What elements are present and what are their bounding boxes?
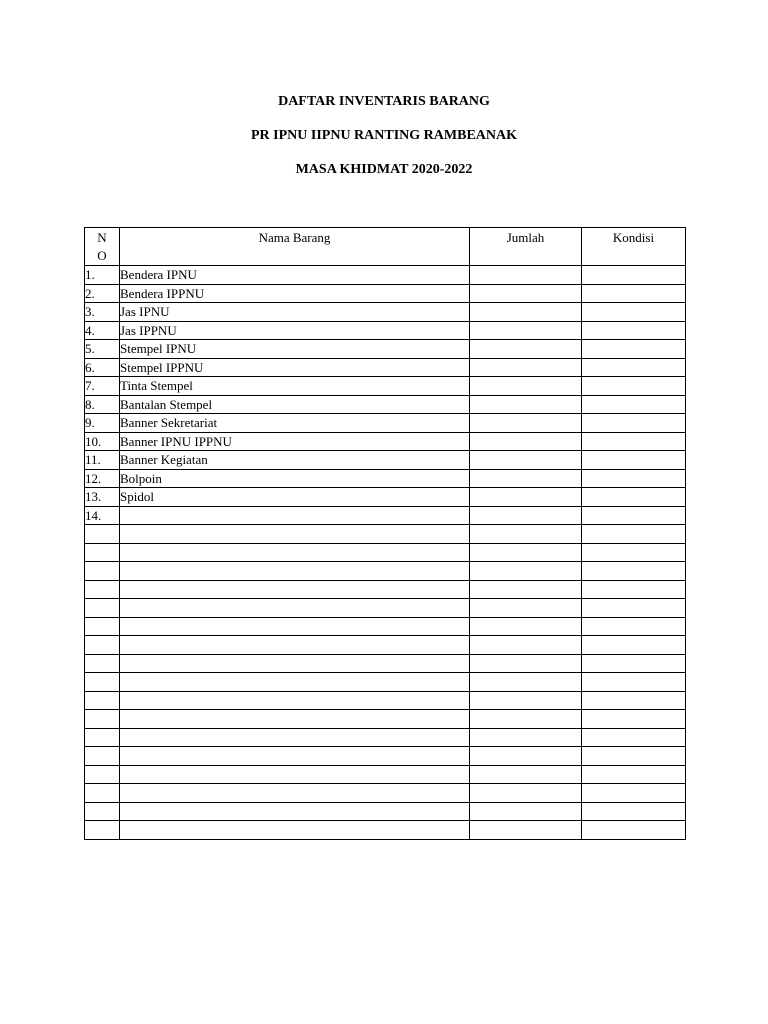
cell-jumlah [470,654,582,673]
cell-kondisi [582,580,686,599]
cell-jumlah [470,543,582,562]
cell-kondisi [582,636,686,655]
cell-jumlah [470,636,582,655]
cell-no [85,784,120,803]
cell-kondisi [582,525,686,544]
cell-kondisi [582,414,686,433]
cell-no [85,636,120,655]
cell-nama-barang [120,710,470,729]
cell-nama-barang [120,765,470,784]
cell-jumlah [470,358,582,377]
cell-nama-barang: Jas IPPNU [120,321,470,340]
cell-jumlah [470,266,582,285]
cell-nama-barang: Banner Sekretariat [120,414,470,433]
cell-no [85,617,120,636]
cell-kondisi [582,599,686,618]
cell-jumlah [470,340,582,359]
cell-nama-barang [120,617,470,636]
cell-kondisi [582,395,686,414]
cell-no [85,765,120,784]
cell-kondisi [582,821,686,840]
cell-jumlah [470,377,582,396]
cell-kondisi [582,654,686,673]
cell-no: 11. [85,451,120,470]
table-row [85,562,686,581]
table-row [85,414,686,433]
cell-kondisi [582,321,686,340]
table-row [85,765,686,784]
table-row [85,284,686,303]
cell-no: 2. [85,284,120,303]
cell-no [85,654,120,673]
cell-jumlah [470,303,582,322]
cell-nama-barang [120,802,470,821]
cell-nama-barang [120,821,470,840]
cell-nama-barang [120,747,470,766]
cell-nama-barang: Spidol [120,488,470,507]
cell-nama-barang [120,673,470,692]
cell-nama-barang: Stempel IPNU [120,340,470,359]
cell-nama-barang [120,562,470,581]
cell-nama-barang [120,636,470,655]
cell-kondisi [582,617,686,636]
table-row [85,395,686,414]
cell-no [85,821,120,840]
table-row [85,506,686,525]
header-no [85,228,120,266]
cell-no: 7. [85,377,120,396]
cell-no [85,802,120,821]
table-header-row [85,228,686,266]
cell-no [85,747,120,766]
cell-jumlah [470,451,582,470]
cell-no: 14. [85,506,120,525]
header-nama-barang: Nama Barang [120,228,470,266]
cell-jumlah [470,710,582,729]
table-row [85,691,686,710]
cell-kondisi [582,747,686,766]
cell-no: 10. [85,432,120,451]
cell-no [85,728,120,747]
cell-nama-barang [120,580,470,599]
cell-kondisi [582,469,686,488]
table-row [85,303,686,322]
table-row [85,488,686,507]
organization-title: PR IPNU IIPNU RANTING RAMBEANAK [251,128,517,143]
cell-nama-barang: Banner Kegiatan [120,451,470,470]
cell-jumlah [470,802,582,821]
cell-jumlah [470,525,582,544]
table-row [85,377,686,396]
cell-jumlah [470,414,582,433]
table-row [85,747,686,766]
cell-kondisi [582,358,686,377]
cell-kondisi [582,377,686,396]
table-row [85,321,686,340]
cell-no: 8. [85,395,120,414]
cell-jumlah [470,599,582,618]
cell-kondisi [582,562,686,581]
cell-kondisi [582,543,686,562]
cell-kondisi [582,432,686,451]
cell-kondisi [582,506,686,525]
cell-nama-barang [120,691,470,710]
table-row [85,821,686,840]
table-row [85,451,686,470]
cell-kondisi [582,340,686,359]
cell-nama-barang: Stempel IPPNU [120,358,470,377]
cell-no: 3. [85,303,120,322]
cell-nama-barang: Bolpoin [120,469,470,488]
cell-jumlah [470,580,582,599]
header-jumlah: Jumlah [470,228,582,266]
cell-kondisi [582,728,686,747]
cell-kondisi [582,691,686,710]
cell-nama-barang: Bantalan Stempel [120,395,470,414]
cell-nama-barang: Bendera IPNU [120,266,470,285]
cell-jumlah [470,728,582,747]
table-row [85,654,686,673]
table-row [85,784,686,803]
cell-no [85,580,120,599]
cell-jumlah [470,821,582,840]
cell-no [85,543,120,562]
cell-jumlah [470,506,582,525]
cell-jumlah [470,395,582,414]
cell-nama-barang: Tinta Stempel [120,377,470,396]
cell-nama-barang: Jas IPNU [120,303,470,322]
cell-jumlah [470,432,582,451]
header-kondisi: Kondisi [582,228,686,266]
cell-jumlah [470,562,582,581]
inventory-table [84,227,686,840]
cell-no [85,673,120,692]
cell-kondisi [582,266,686,285]
cell-nama-barang [120,506,470,525]
cell-nama-barang [120,543,470,562]
header-no-line2: O [97,248,107,263]
cell-jumlah [470,673,582,692]
cell-nama-barang: Banner IPNU IPPNU [120,432,470,451]
cell-jumlah [470,488,582,507]
cell-jumlah [470,765,582,784]
table-row [85,580,686,599]
cell-jumlah [470,469,582,488]
table-row [85,728,686,747]
cell-kondisi [582,303,686,322]
cell-nama-barang [120,728,470,747]
table-row [85,543,686,562]
cell-kondisi [582,673,686,692]
cell-jumlah [470,617,582,636]
cell-kondisi [582,802,686,821]
cell-no [85,710,120,729]
cell-no: 6. [85,358,120,377]
cell-no [85,562,120,581]
cell-jumlah [470,784,582,803]
cell-jumlah [470,691,582,710]
table-row [85,710,686,729]
cell-kondisi [582,710,686,729]
cell-jumlah [470,321,582,340]
cell-no: 13. [85,488,120,507]
cell-no: 1. [85,266,120,285]
cell-no: 4. [85,321,120,340]
cell-no: 12. [85,469,120,488]
table-row [85,636,686,655]
cell-jumlah [470,284,582,303]
table-row [85,358,686,377]
cell-nama-barang [120,784,470,803]
cell-nama-barang [120,654,470,673]
cell-nama-barang [120,599,470,618]
cell-no [85,525,120,544]
cell-nama-barang [120,525,470,544]
cell-kondisi [582,765,686,784]
cell-kondisi [582,784,686,803]
cell-kondisi [582,451,686,470]
cell-jumlah [470,747,582,766]
table-row [85,340,686,359]
cell-kondisi [582,488,686,507]
table-row [85,599,686,618]
table-row [85,469,686,488]
document-title: DAFTAR INVENTARIS BARANG [278,94,490,109]
table-row [85,266,686,285]
cell-nama-barang: Bendera IPPNU [120,284,470,303]
cell-kondisi [582,284,686,303]
table-row [85,525,686,544]
cell-no: 9. [85,414,120,433]
cell-no: 5. [85,340,120,359]
table-row [85,432,686,451]
cell-no [85,599,120,618]
period-title: MASA KHIDMAT 2020-2022 [295,162,473,177]
cell-no [85,691,120,710]
table-row [85,802,686,821]
table-row [85,673,686,692]
table-row [85,617,686,636]
header-no-line1: N [97,230,107,245]
